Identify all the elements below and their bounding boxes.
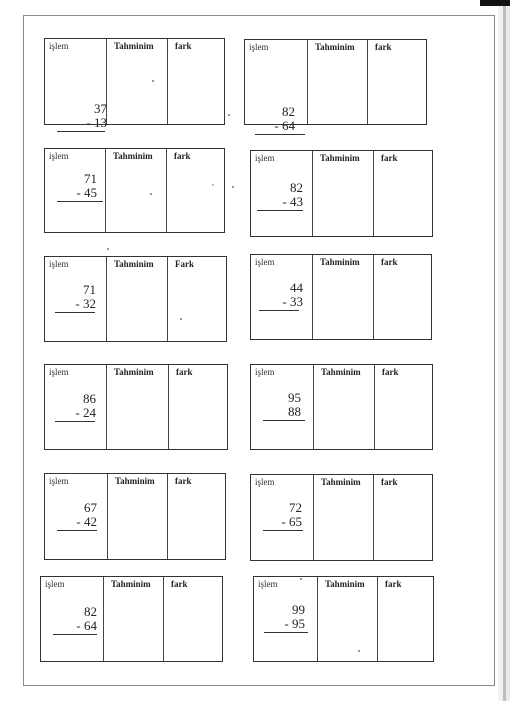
problem-box: [44, 148, 225, 233]
column-divider: [313, 475, 314, 560]
fark-header: fark: [385, 579, 402, 589]
problem-box: [44, 364, 228, 450]
fark-header: fark: [171, 579, 188, 589]
answer-line: [57, 131, 105, 132]
islem-header: işlem: [49, 41, 69, 51]
tahminim-header: Tahminim: [114, 259, 154, 269]
minuend: 71: [84, 171, 97, 186]
answer-line: [263, 530, 303, 531]
scan-speck: [358, 650, 360, 652]
column-divider: [367, 40, 368, 124]
column-divider: [168, 365, 169, 449]
column-divider: [106, 257, 107, 341]
column-divider: [167, 474, 168, 559]
minuend: 82: [84, 604, 97, 619]
problem-box: [250, 364, 433, 450]
column-divider: [107, 474, 108, 559]
scan-top-corner: [480, 0, 510, 6]
tahminim-header: Tahminim: [115, 476, 155, 486]
problem-box: [44, 38, 225, 130]
column-divider: [373, 255, 374, 339]
islem-header: işlem: [249, 42, 269, 52]
column-divider: [374, 365, 375, 449]
fark-header: fark: [175, 476, 192, 486]
answer-line: [257, 210, 303, 211]
problem-box: [44, 473, 226, 560]
islem-header: işlem: [255, 367, 275, 377]
fark-header: fark: [174, 151, 191, 161]
fark-header: fark: [381, 257, 398, 267]
minuend: 44: [290, 280, 303, 295]
column-divider: [312, 151, 313, 236]
problem-box: [244, 39, 427, 133]
subtrahend: - 65: [281, 514, 302, 529]
tahminim-header: Tahminim: [321, 367, 361, 377]
subtrahend: - 24: [75, 405, 96, 420]
tahminim-header: Tahminim: [325, 579, 365, 589]
answer-line: [263, 420, 305, 421]
column-divider: [167, 39, 168, 124]
islem-header: işlem: [49, 151, 69, 161]
islem-header: işlem: [49, 367, 69, 377]
minuend: 95: [288, 390, 301, 405]
problem-box: [250, 150, 433, 237]
islem-header: işlem: [45, 579, 65, 589]
scan-speck: [107, 248, 109, 250]
islem-header: işlem: [255, 153, 275, 163]
answer-line: [255, 134, 305, 135]
minuend: 67: [84, 500, 97, 515]
problem-box: [253, 576, 434, 662]
minuend: 82: [290, 180, 303, 195]
problem-box: [40, 576, 223, 662]
fark-header: fark: [381, 153, 398, 163]
column-divider: [103, 577, 104, 661]
scan-right-shadow: [503, 0, 506, 701]
problem-box: [250, 254, 432, 340]
tahminim-header: Tahminim: [315, 42, 355, 52]
tahminim-header: Tahminim: [320, 257, 360, 267]
scan-speck: [150, 193, 152, 195]
minuend: 86: [83, 391, 96, 406]
column-divider: [312, 255, 313, 339]
minuend: 72: [289, 500, 302, 515]
column-divider: [167, 257, 168, 341]
answer-line: [264, 632, 308, 633]
column-divider: [105, 149, 106, 232]
answer-line: [55, 421, 95, 422]
column-divider: [373, 475, 374, 560]
column-divider: [166, 149, 167, 232]
islem-header: işlem: [49, 259, 69, 269]
minuend: 82: [282, 104, 295, 119]
fark-header: fark: [375, 42, 392, 52]
islem-header: işlem: [255, 477, 275, 487]
minuend: 37: [94, 101, 107, 116]
islem-header: işlem: [49, 476, 69, 486]
subtrahend: 88: [288, 404, 301, 419]
fark-header: fark: [382, 367, 399, 377]
subtrahend: - 64: [274, 118, 295, 133]
islem-header: işlem: [258, 579, 278, 589]
subtrahend: - 43: [282, 194, 303, 209]
minuend: 71: [83, 282, 96, 297]
tahminim-header: Tahminim: [113, 151, 153, 161]
column-divider: [106, 365, 107, 449]
answer-line: [55, 312, 95, 313]
column-divider: [377, 577, 378, 661]
tahminim-header: Tahminim: [321, 477, 361, 487]
subtrahend: - 64: [76, 618, 97, 633]
fark-header: fark: [176, 367, 193, 377]
fark-header: fark: [175, 41, 192, 51]
answer-line: [57, 201, 103, 202]
minuend: 99: [292, 602, 305, 617]
problem-box: [250, 474, 433, 561]
islem-header: işlem: [255, 257, 275, 267]
scan-speck: [232, 186, 234, 188]
answer-line: [53, 634, 97, 635]
column-divider: [307, 40, 308, 124]
subtrahend: - 45: [76, 185, 97, 200]
fark-header: Fark: [175, 259, 194, 269]
subtrahend: - 95: [284, 616, 305, 631]
scan-speck: [300, 578, 302, 580]
subtrahend: - 13: [86, 115, 107, 130]
subtrahend: - 42: [76, 514, 97, 529]
column-divider: [373, 151, 374, 236]
tahminim-header: Tahminim: [114, 41, 154, 51]
scan-speck: [180, 318, 182, 320]
problem-box: [44, 256, 227, 342]
scan-speck: [212, 184, 214, 186]
tahminim-header: Tahminim: [111, 579, 151, 589]
scan-speck: [152, 80, 154, 82]
column-divider: [317, 577, 318, 661]
tahminim-header: Tahminim: [114, 367, 154, 377]
column-divider: [163, 577, 164, 661]
tahminim-header: Tahminim: [320, 153, 360, 163]
answer-line: [259, 310, 299, 311]
answer-line: [57, 530, 97, 531]
scan-speck: [228, 114, 230, 116]
subtrahend: - 33: [282, 294, 303, 309]
subtrahend: - 32: [75, 296, 96, 311]
column-divider: [313, 365, 314, 449]
fark-header: fark: [381, 477, 398, 487]
